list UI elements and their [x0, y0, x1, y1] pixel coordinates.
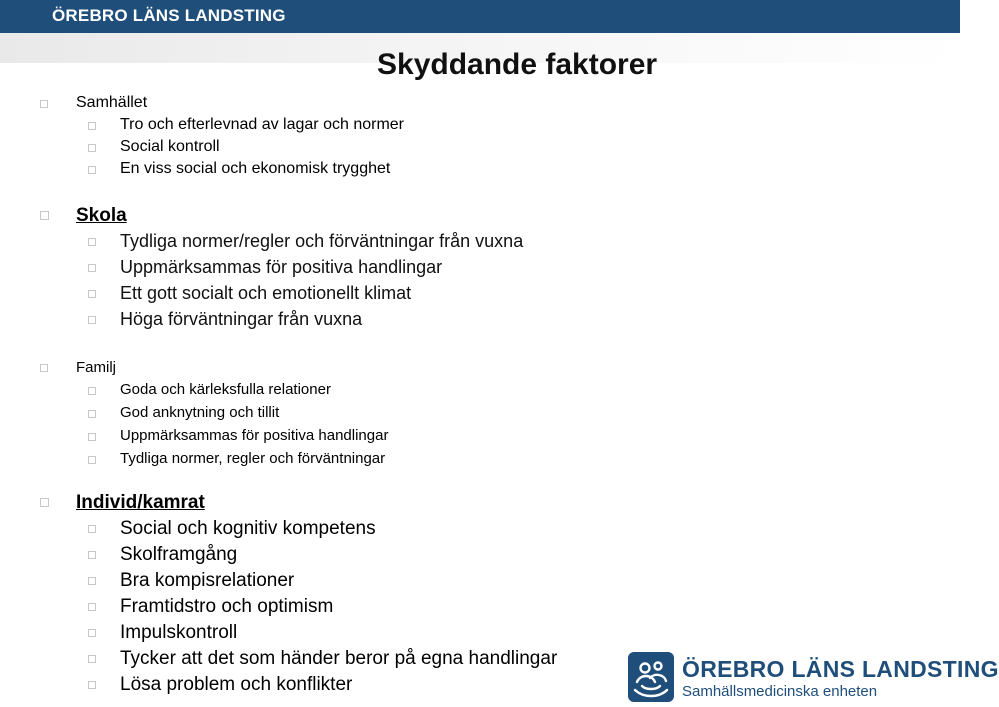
logo-subtitle: Samhällsmedicinska enheten [682, 683, 878, 700]
logo-mark-svg [628, 652, 674, 702]
square-bullet-icon [40, 211, 49, 220]
section-heading-row [38, 94, 404, 116]
square-bullet-icon [88, 410, 96, 418]
org-name: ÖREBRO LÄNS LANDSTING [52, 6, 286, 25]
section-familj [38, 359, 388, 473]
list-item [38, 138, 404, 160]
slide-title: Skyddande faktorer [377, 48, 658, 81]
section-skola [38, 205, 523, 335]
list-item [38, 596, 557, 622]
list-item-text: Bra kompisrelationer [120, 570, 295, 591]
list-item [38, 544, 557, 570]
square-bullet-icon [88, 655, 96, 663]
section-individ-kamrat [38, 492, 557, 700]
list-item-text: Uppmärksammas för positiva handlingar [120, 257, 443, 277]
square-bullet-icon [88, 551, 96, 559]
square-bullet-icon [88, 290, 96, 298]
list-item [38, 257, 523, 283]
list-item [38, 648, 557, 674]
list-item-text: En viss social och ekonomisk trygghet [120, 160, 391, 177]
square-bullet-icon [88, 238, 96, 246]
square-bullet-icon [88, 433, 96, 441]
section-heading: Skola [76, 205, 127, 226]
square-bullet-icon [88, 166, 96, 174]
list-item [38, 674, 557, 700]
square-bullet-icon [88, 577, 96, 585]
list-item-text: Social kontroll [120, 138, 220, 155]
square-bullet-icon [40, 498, 49, 507]
list-item-text: Tro och efterlevnad av lagar och normer [120, 116, 404, 133]
list-item [38, 231, 523, 257]
list-item-text: Social och kognitiv kompetens [120, 518, 376, 539]
square-bullet-icon [88, 456, 96, 464]
section-heading: Familj [76, 359, 116, 376]
square-bullet-icon [88, 264, 96, 272]
list-item [38, 283, 523, 309]
org-logo [626, 652, 999, 704]
list-item [38, 450, 388, 473]
section-heading: Individ/kamrat [76, 492, 205, 513]
section-heading-row [38, 359, 388, 381]
list-item-text: Skolframgång [120, 544, 238, 565]
square-bullet-icon [40, 364, 48, 372]
list-item-text: Tycker att det som händer beror på egna handlingar [120, 648, 558, 669]
logo-name: ÖREBRO LÄNS LANDSTING [682, 656, 999, 682]
section-heading-row [38, 205, 523, 231]
section-heading-row [38, 492, 557, 518]
list-item-text: Höga förväntningar från vuxna [120, 309, 363, 329]
list-item [38, 116, 404, 138]
square-bullet-icon [88, 681, 96, 689]
list-item [38, 309, 523, 335]
square-bullet-icon [88, 122, 96, 130]
list-item [38, 570, 557, 596]
square-bullet-icon [40, 100, 48, 108]
list-item [38, 404, 388, 427]
list-item [38, 622, 557, 648]
square-bullet-icon [88, 144, 96, 152]
list-item-text: Uppmärksammas för positiva handlingar [120, 427, 389, 444]
square-bullet-icon [88, 629, 96, 637]
section-samhallet [38, 94, 404, 182]
header-bar [0, 0, 960, 33]
list-item [38, 381, 388, 404]
list-item-text: Lösa problem och konflikter [120, 674, 353, 695]
list-item [38, 518, 557, 544]
square-bullet-icon [88, 603, 96, 611]
list-item-text: Impulskontroll [120, 622, 238, 643]
list-item-text: God anknytning och tillit [120, 404, 280, 421]
square-bullet-icon [88, 525, 96, 533]
orebro-lans-landsting-logo-icon [628, 652, 674, 702]
list-item [38, 160, 404, 182]
square-bullet-icon [88, 316, 96, 324]
section-heading: Samhället [76, 94, 148, 111]
list-item [38, 427, 388, 450]
list-item-text: Framtidstro och optimism [120, 596, 334, 617]
list-item-text: Tydliga normer/regler och förväntningar från vuxna [120, 231, 524, 251]
list-item-text: Tydliga normer, regler och förväntningar [120, 450, 386, 467]
list-item-text: Goda och kärleksfulla relationer [120, 381, 331, 398]
square-bullet-icon [88, 387, 96, 395]
list-item-text: Ett gott socialt och emotionellt klimat [120, 283, 412, 303]
